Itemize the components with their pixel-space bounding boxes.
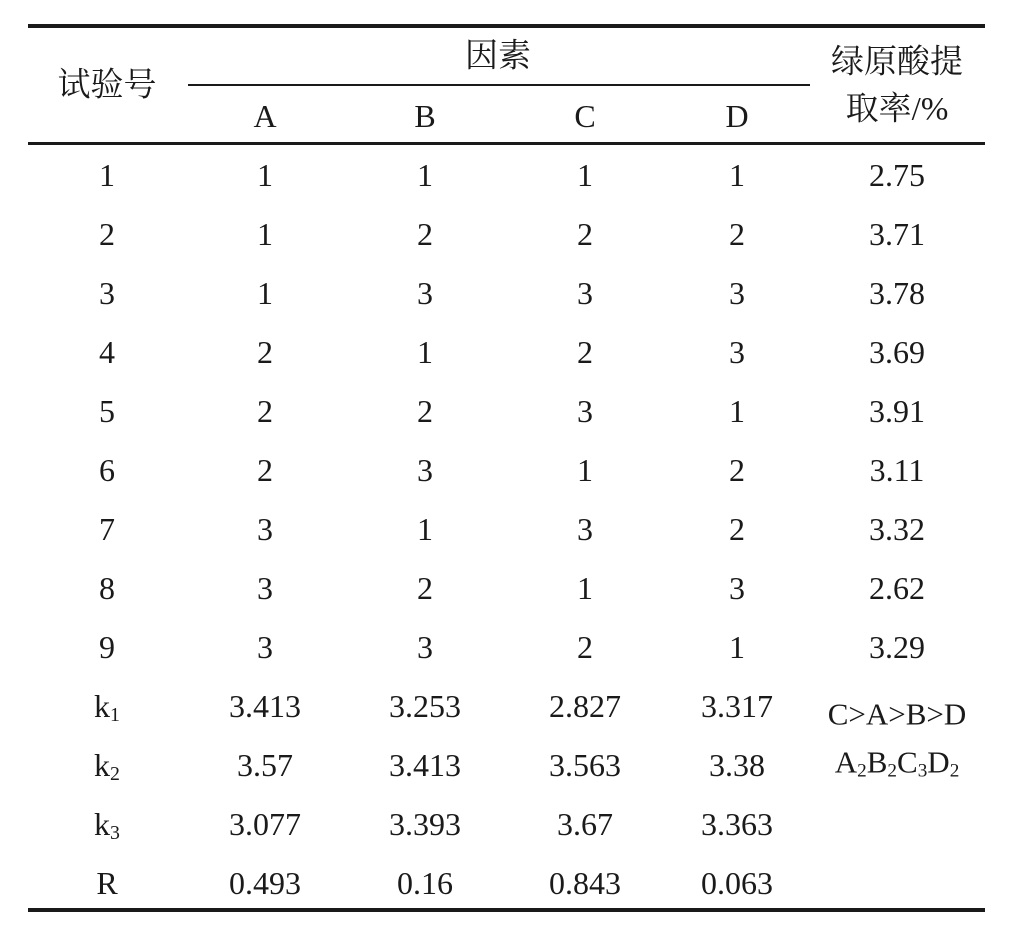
stat-value: 3.38 [709, 747, 765, 783]
table-cell: 2 [417, 570, 433, 606]
table-cell: 3.78 [869, 275, 925, 311]
table-cell: 1 [257, 216, 273, 252]
table-cell: 1 [577, 452, 593, 488]
table-cell: 1 [577, 157, 593, 193]
table-cell: 7 [99, 511, 115, 547]
optimal-factor: C [897, 744, 918, 780]
table-cell: 3.32 [869, 511, 925, 547]
table-cell: 3 [417, 452, 433, 488]
header-factor-d: D [725, 98, 749, 134]
stat-value: 3.413 [229, 688, 301, 724]
table-cell: 1 [729, 393, 745, 429]
table-cell: 2 [577, 216, 593, 252]
table-cell: 3 [729, 570, 745, 606]
table-cell: 2 [99, 216, 115, 252]
bottom-rule [28, 908, 985, 912]
table-cell: 2 [577, 334, 593, 370]
table-cell: 3 [417, 629, 433, 665]
stat-value: 3.393 [389, 806, 461, 842]
table-cell: 1 [99, 157, 115, 193]
table-cell: 1 [417, 511, 433, 547]
stat-value: 0.063 [701, 865, 773, 901]
stat-value: 3.67 [557, 806, 613, 842]
factor-group-rule [188, 84, 810, 86]
stat-label: k [94, 806, 111, 842]
table-cell: 2.62 [869, 570, 925, 606]
optimal-level-subscript: 3 [917, 760, 928, 782]
optimal-level-subscript: 2 [949, 760, 960, 782]
table-cell: 3 [729, 334, 745, 370]
factor-order: C>A>B>D [827, 696, 967, 732]
table-cell: 3 [257, 629, 273, 665]
table-cell: 3.29 [869, 629, 925, 665]
table-cell: 1 [257, 275, 273, 311]
stat-label-cell [94, 747, 120, 786]
stat-label-subscript: 3 [110, 822, 120, 845]
table-cell: 3 [417, 275, 433, 311]
table-cell: 3 [257, 570, 273, 606]
table-cell: 2.75 [869, 157, 925, 193]
optimal-factor: B [866, 744, 888, 780]
stat-label: k [94, 688, 111, 724]
header-result-line2: 取率/% [845, 91, 949, 128]
header-bottom-rule [28, 142, 985, 145]
header-result-line1: 绿原酸提 [831, 44, 963, 81]
stat-label: k [94, 747, 111, 783]
table-cell: 3.69 [869, 334, 925, 370]
table-cell: 6 [99, 452, 115, 488]
table-cell: 1 [417, 334, 433, 370]
stat-value: 3.363 [701, 806, 773, 842]
optimal-combination [834, 744, 960, 782]
table-cell: 3 [729, 275, 745, 311]
table-cell: 3 [577, 511, 593, 547]
table-cell: 2 [417, 393, 433, 429]
table-cell: 1 [257, 157, 273, 193]
stat-label-subscript: 1 [110, 704, 120, 727]
stat-value: 3.413 [389, 747, 461, 783]
table-cell: 8 [99, 570, 115, 606]
optimal-level-subscript: 2 [857, 760, 867, 782]
table-cell: 5 [99, 393, 115, 429]
table-cell: 1 [417, 157, 433, 193]
stat-value: 3.57 [237, 747, 293, 783]
top-rule [28, 24, 985, 28]
stat-value: 2.827 [549, 688, 621, 724]
stat-value: 3.253 [389, 688, 461, 724]
table-cell: 2 [257, 393, 273, 429]
table-cell: 2 [729, 511, 745, 547]
optimal-factor: D [927, 744, 950, 780]
table-cell: 3.11 [869, 452, 925, 488]
stat-label-cell [94, 688, 120, 727]
stat-label-cell [94, 806, 120, 845]
table-cell: 9 [99, 629, 115, 665]
table-cell: 3 [577, 393, 593, 429]
stat-label: R [96, 865, 118, 901]
stat-value: 0.16 [397, 865, 453, 901]
table-cell: 3 [99, 275, 115, 311]
stat-value: 3.077 [229, 806, 301, 842]
stat-value: 3.317 [701, 688, 773, 724]
table-cell: 3.91 [869, 393, 925, 429]
header-trial-no: 试验号 [57, 67, 157, 104]
stat-value: 3.563 [549, 747, 621, 783]
header-factor-c: C [574, 98, 596, 134]
table-cell: 4 [99, 334, 115, 370]
header-factor-b: B [414, 98, 436, 134]
table-cell: 3 [257, 511, 273, 547]
stat-value: 0.843 [549, 865, 621, 901]
stat-value: 0.493 [229, 865, 301, 901]
table-cell: 2 [417, 216, 433, 252]
table-cell: 1 [729, 629, 745, 665]
table-cell: 3 [577, 275, 593, 311]
stat-label-subscript: 2 [110, 763, 120, 786]
table-cell: 1 [577, 570, 593, 606]
table-cell: 2 [729, 452, 745, 488]
optimal-factor: A [834, 744, 858, 780]
header-factors: 因素 [465, 38, 531, 75]
table-cell: 2 [257, 334, 273, 370]
table-cell: 1 [729, 157, 745, 193]
header-factor-a: A [253, 98, 277, 134]
table-cell: 2 [257, 452, 273, 488]
optimal-level-subscript: 2 [887, 760, 897, 782]
table-cell: 2 [729, 216, 745, 252]
table-cell: 3.71 [869, 216, 925, 252]
table-cell: 2 [577, 629, 593, 665]
